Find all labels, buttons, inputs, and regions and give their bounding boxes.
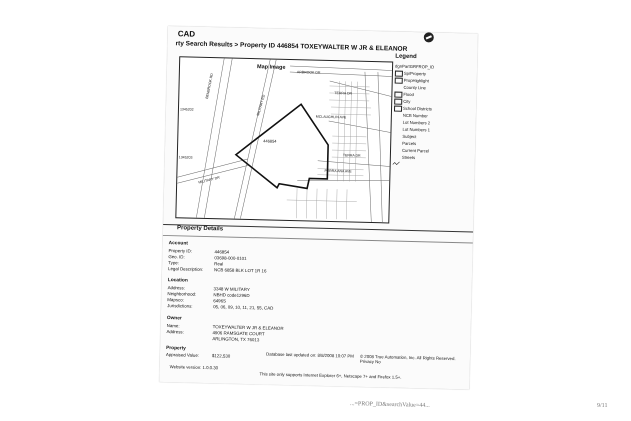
road-label: MILITARY DR <box>198 175 221 185</box>
field-value: 05, 06, 09, 10, 11, 21, 55, CAD <box>213 304 274 311</box>
field-value: Real <box>214 261 224 267</box>
db-updated-text: Database last updated on: 8/8/2008 10:07 PM <box>266 351 354 359</box>
field-label: Mapsco: <box>167 297 184 303</box>
agency-name: CAD <box>177 29 196 39</box>
browser-support-note: This site only supports Internet Explorer 6+, Netscape 7+ and Firefox 1.5+. <box>259 371 402 380</box>
field-label: Type: <box>168 260 180 266</box>
field-value: 03698-000-0101 <box>214 255 247 261</box>
legend-item: Lot Numbers 2 <box>402 119 431 126</box>
road-label: ARBROOK DR <box>296 70 321 75</box>
field-value: TOXEYWALTER W JR & ELEANOR <box>212 324 284 331</box>
print-footer-url: ...=PROP_ID&searchValue=44... <box>349 401 430 409</box>
field-label: Name: <box>166 323 180 329</box>
section-location: Location <box>167 278 188 284</box>
details-title: Property Details <box>176 225 224 233</box>
field-value: 4906 RAMSGATE COURT <box>212 330 265 337</box>
website-version: Website version: 1.0.0.30 <box>169 364 219 371</box>
section-property: Property <box>166 346 186 352</box>
legend-title: Legend <box>395 53 417 61</box>
legend-item: Lot Numbers 1 <box>402 126 431 133</box>
parcel-id-label: 1345202 <box>179 107 194 112</box>
print-page-number: 9/11 <box>597 403 608 409</box>
legend-item: School Districts <box>402 105 432 112</box>
field-value: NCB 6858 BLK LOT 1R 16 <box>213 267 267 274</box>
legend-item: Sp/Property <box>403 70 427 77</box>
legend-item: City <box>403 98 411 104</box>
road-label: BENBROOK RD <box>204 72 215 100</box>
copyright-text: © 2008 True Automation, Inc. All Rights Reserved. Privacy No <box>359 353 456 365</box>
map-title: Map Image <box>256 64 286 71</box>
road-label: MCLAUGHLIN AVE <box>315 114 347 120</box>
legend-item: Parcels <box>402 140 417 147</box>
section-owner: Owner <box>166 316 182 322</box>
legend-swatch <box>395 78 403 84</box>
road-label: PERRA ANA AVE <box>324 168 352 174</box>
field-label: Property ID: <box>168 248 193 254</box>
field-label: Address: <box>166 329 184 335</box>
true-automation-logo-icon <box>424 32 434 42</box>
field-value: $122,530 <box>211 353 231 359</box>
field-label: Address: <box>167 285 185 291</box>
legend-item: dgnPartGRFROP_ID <box>395 63 435 70</box>
field-value: 3348 W MILITARY <box>213 286 250 293</box>
printed-sheet <box>159 26 478 389</box>
legend-item: PropHighlight <box>403 77 429 84</box>
field-label: Appraised Value: <box>165 352 200 358</box>
field-label: Legal Description: <box>168 266 204 272</box>
legend-swatch <box>394 92 402 98</box>
parcel-id-label: 446854 <box>263 138 277 144</box>
legend-item: County Line <box>403 84 426 91</box>
field-label: Neighborhood: <box>167 291 197 297</box>
field-value: 6496S <box>213 298 227 304</box>
road-label: MILITARY RD <box>255 94 266 117</box>
legend-item: Current Parcel <box>401 147 430 154</box>
legend-item: Streets <box>401 154 416 161</box>
field-value: ARLINGTON, TX 76013 <box>212 336 260 343</box>
breadcrumb: rty Search Results > Property ID 446854 TOXEYWALTER W JR & ELEANOR <box>175 40 408 53</box>
legend-swatch <box>394 106 402 112</box>
parcel-id-label: 1345203 <box>178 155 193 160</box>
field-value: 446854 <box>214 249 230 255</box>
legend-item: NCB Number <box>402 112 428 119</box>
legend-swatch <box>395 71 403 77</box>
legend-item: Flood <box>403 91 414 98</box>
field-label: Jurisdictions: <box>167 303 193 309</box>
streets-swatch-icon <box>393 153 400 157</box>
legend-swatch <box>394 99 402 105</box>
field-value: NBHD code1296D <box>213 292 250 299</box>
section-account: Account <box>168 241 188 247</box>
legend-item: Subject <box>402 133 417 140</box>
field-label: Geo. ID: <box>168 254 185 260</box>
road-label: TERRA DR <box>334 91 353 96</box>
road-label: TERRA DR <box>342 153 361 158</box>
